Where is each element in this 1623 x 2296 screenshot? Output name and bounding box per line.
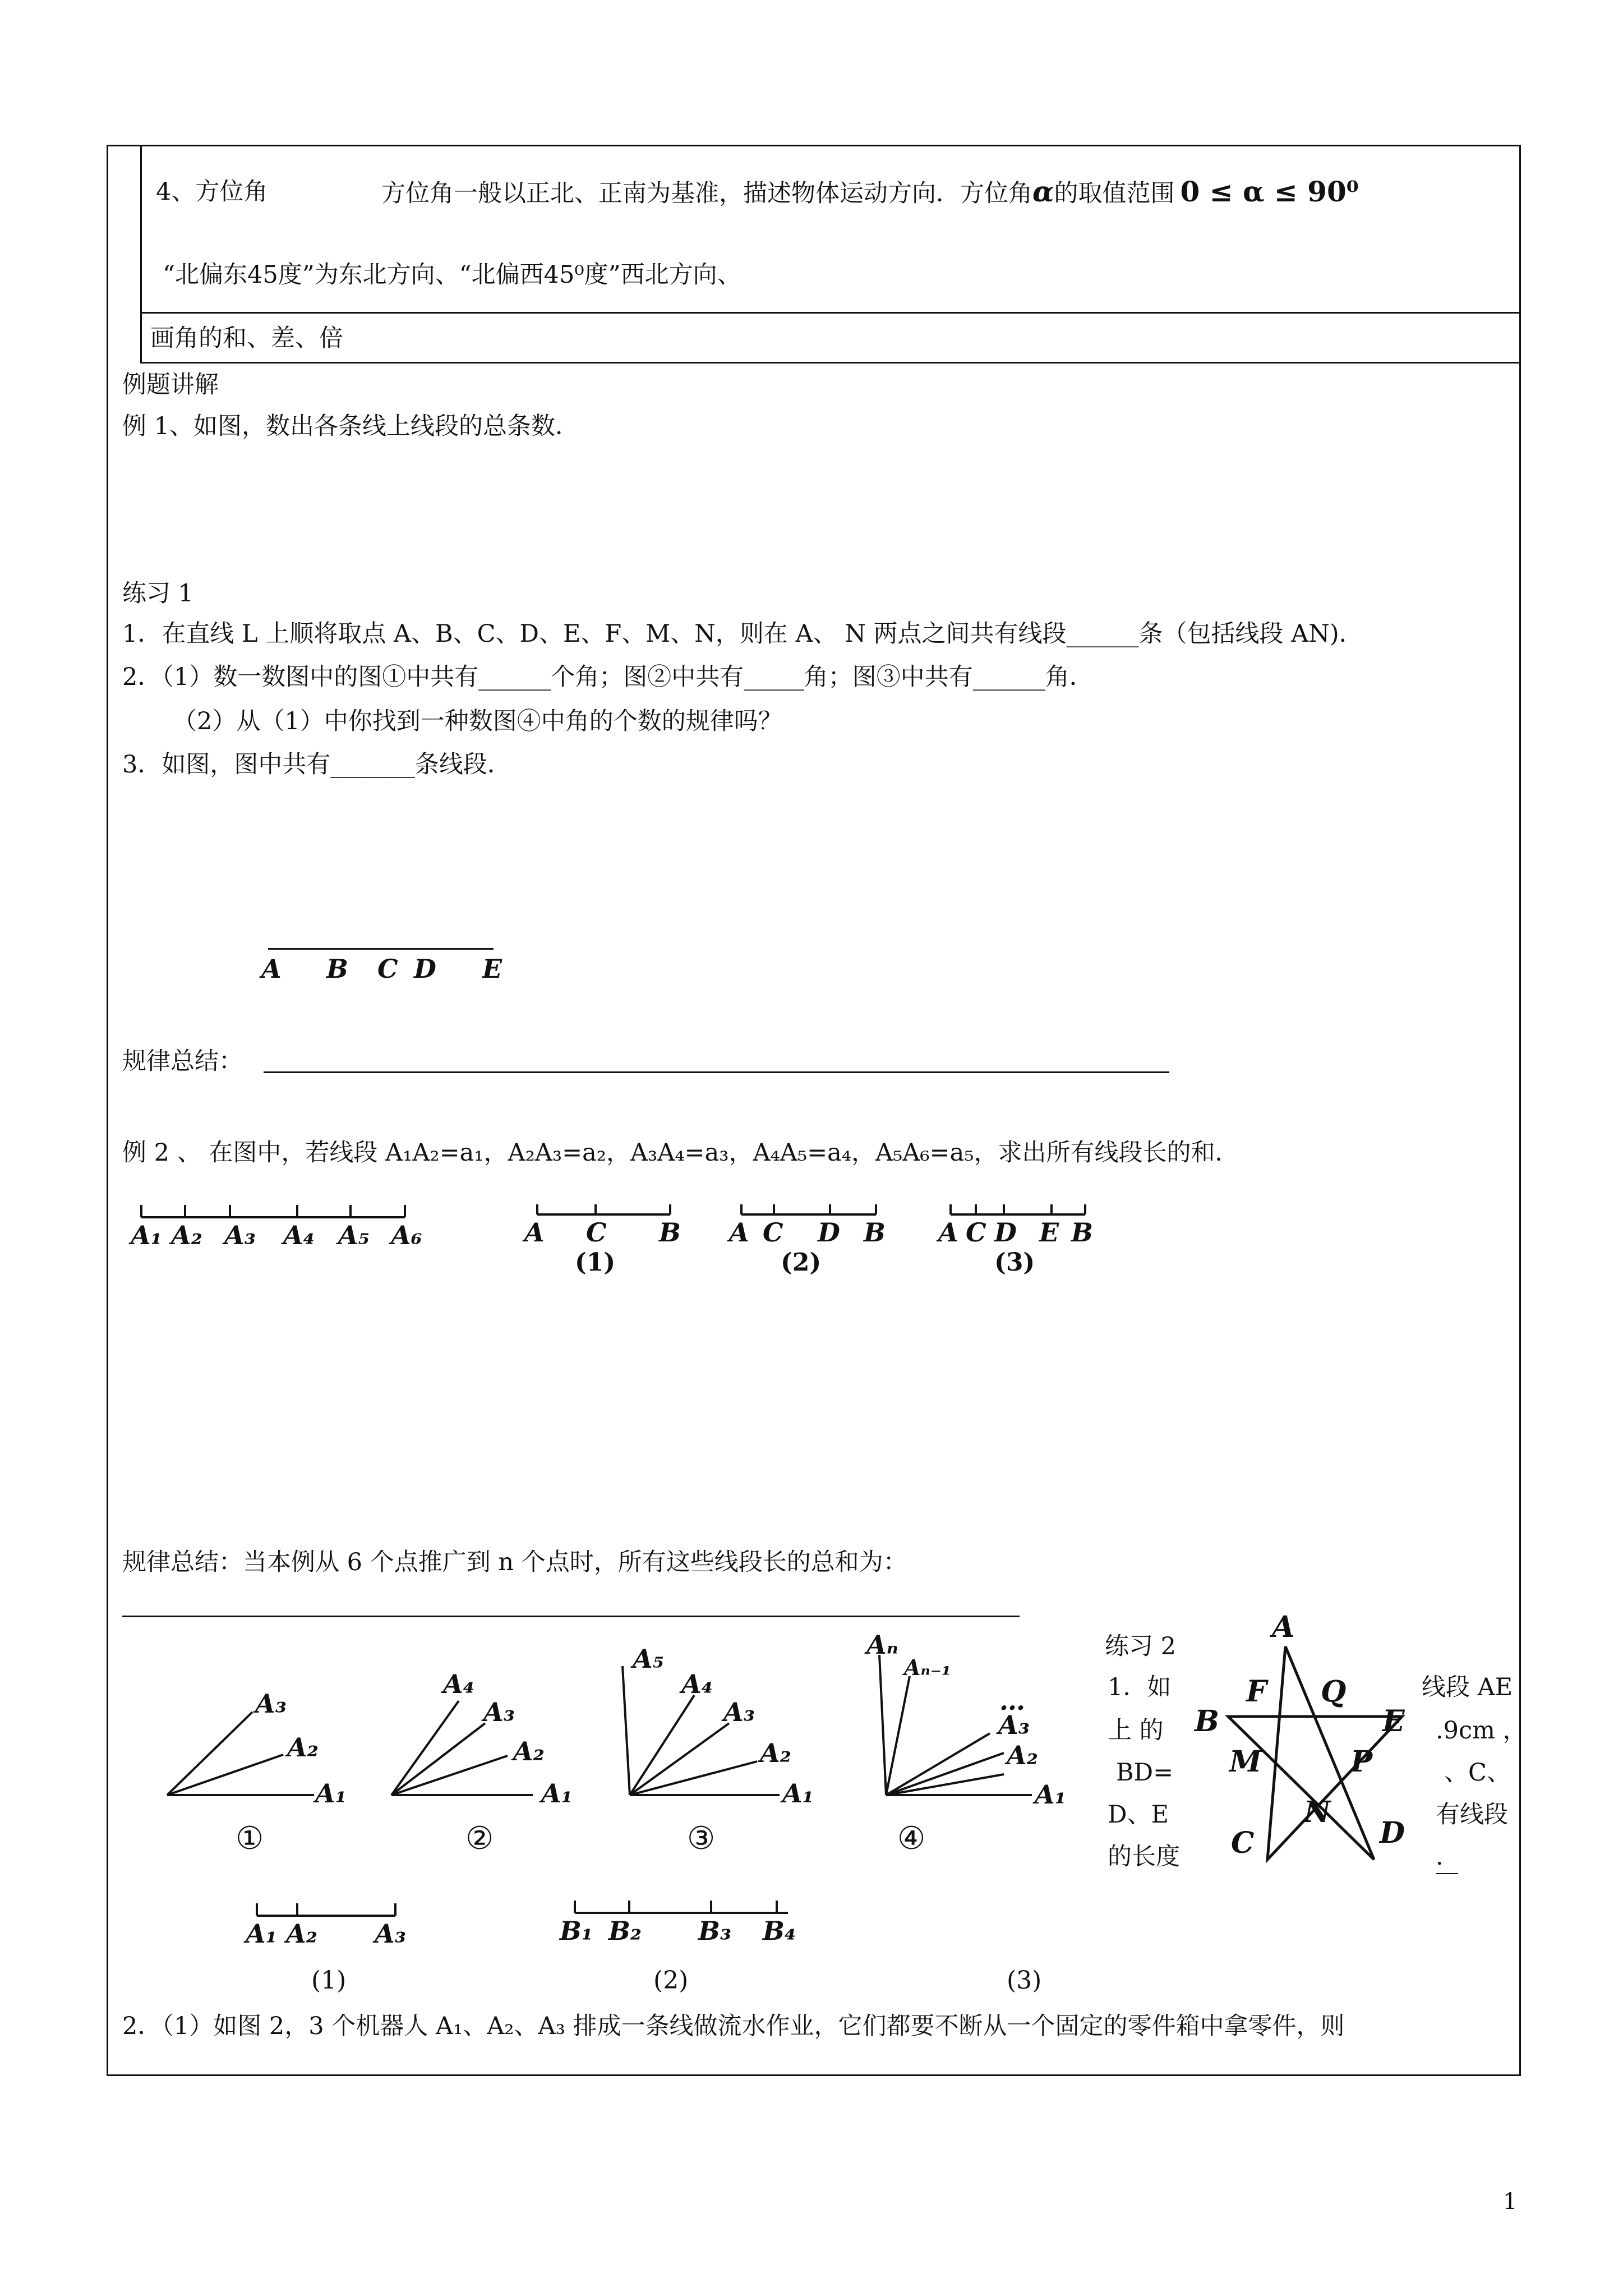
question-2: 2．（1）如图 2，3 个机器人 A₁、A₂、A₃ 排成一条线做流水作业，它们都要不断从一个固定的零件箱中拿零件，则 [122, 2012, 1345, 2040]
star-label-m: M [1229, 1745, 1262, 1779]
page-number: 1 [1503, 2189, 1518, 2215]
practice-2-line1-end: 线段 AE [1422, 1673, 1513, 1701]
ex2-label-a4: A₄ [283, 1220, 315, 1250]
star-label-b: B [1195, 1704, 1219, 1738]
practice-2-line3-start: BD= [1116, 1759, 1174, 1787]
point-label-c: C [377, 954, 398, 984]
star-label-p: P [1350, 1745, 1373, 1779]
practice-2-title: 练习 2 [1105, 1632, 1177, 1660]
fig-2-label-a4: A₄ [443, 1669, 474, 1699]
bottom-label-b4: B₄ [763, 1916, 796, 1946]
fig2-caption: (2) [781, 1248, 822, 1277]
fig-4-label-a1: A₁ [1035, 1779, 1066, 1810]
star-label-d: D [1380, 1816, 1405, 1850]
practice-2-line1-start: 1．如 [1108, 1673, 1172, 1701]
fig3-label-e: E [1039, 1217, 1059, 1248]
fig-1-label-a3: A₃ [255, 1688, 287, 1719]
fig2-label-d: D [818, 1217, 840, 1248]
practice-2-line5-end: . [1436, 1843, 1444, 1871]
fig3-label-d: D [994, 1217, 1017, 1248]
bottom-label-b2: B₂ [608, 1916, 642, 1946]
bottom-label-a2: A₂ [286, 1918, 317, 1949]
practice-2-line2-start: 上 的 [1108, 1717, 1164, 1745]
practice-1-title: 练习 1 [122, 579, 194, 608]
fig-2-label-a3: A₃ [483, 1697, 515, 1727]
bottom-caption-2: (2) [653, 1966, 689, 1995]
fig-4-label-a3: A₃ [998, 1710, 1030, 1740]
fig3-label-c: C [966, 1217, 986, 1248]
bottom-label-b1: B₁ [560, 1916, 593, 1946]
angle-caption-1: ① [236, 1820, 264, 1857]
ex2-label-a6: A₆ [391, 1220, 422, 1250]
fig1-label-c: C [586, 1217, 607, 1248]
header-desc: 方位角一般以正北、正南为基准，描述物体运动方向．方位角α的取值范围 0 ≤ α ≤ 90⁰ [381, 175, 1359, 208]
practice-1-q3: 3．如图，图中共有_______条线段． [122, 751, 511, 779]
header-topic: 4、方位角 [156, 178, 268, 206]
bottom-label-a1: A₁ [246, 1918, 277, 1949]
fig2-label-b: B [864, 1217, 886, 1248]
fig2-label-c: C [763, 1217, 783, 1248]
fig1-label-b: B [659, 1217, 681, 1248]
bottom-label-b3: B₃ [698, 1916, 732, 1946]
fig-2-label-a2: A₂ [513, 1736, 545, 1766]
ex2-label-a5: A₅ [338, 1220, 370, 1250]
fig-1-label-a1: A₁ [315, 1778, 347, 1809]
point-label-e: E [482, 954, 502, 984]
star-label-c: C [1231, 1826, 1255, 1860]
practice-2-line4-start: D、E [1108, 1801, 1169, 1829]
practice-1-q1: 1．在直线 L 上顺将取点 A、B、C、D、E、F、M、N，则在 A、 N 两点之间共有线段______条（包括线段 AN)． [122, 620, 1363, 648]
star-label-q: Q [1321, 1674, 1347, 1709]
fig-2-label-a1: A₁ [541, 1778, 573, 1809]
example-1: 例 1、如图，数出各条线上线段的总条数． [122, 412, 580, 440]
practice-2-line3-end: 、C、 [1444, 1759, 1511, 1787]
ex2-label-a1: A₁ [131, 1220, 162, 1250]
fig3-label-b: B [1071, 1217, 1093, 1248]
header-direction-note: “北偏东45度”为东北方向、“北偏西45⁰度”西北方向、 [163, 261, 741, 289]
fig-4-label-a2: A₂ [1007, 1740, 1038, 1770]
practice-1-q2b: （2）从（1）中你找到一种数图④中角的个数的规律吗？ [173, 707, 782, 735]
bottom-caption-3: (3) [1007, 1966, 1042, 1995]
fig-3-label-a4: A₄ [681, 1669, 713, 1699]
fig3-label-a: A [938, 1217, 958, 1248]
fig1-caption: (1) [575, 1248, 616, 1277]
angle-caption-2: ② [465, 1820, 494, 1857]
fig-4-label-an: Aₙ [866, 1630, 898, 1660]
fig3-caption: (3) [994, 1248, 1035, 1277]
fig-3-label-a3: A₃ [723, 1697, 755, 1727]
fig-3-label-a5: A₅ [633, 1644, 664, 1674]
example-2: 例 2 、 在图中，若线段 A₁A₂=a₁，A₂A₃=a₂，A₃A₄=a₃，A₄A₅=a₄，A₅A₆=a₅，求出所有线段长的和． [122, 1139, 1239, 1167]
bottom-caption-1: (1) [311, 1966, 347, 1995]
point-label-a: A [261, 954, 282, 984]
star-label-n: N [1304, 1795, 1331, 1829]
star-label-a: A [1272, 1610, 1295, 1644]
point-label-d: D [414, 954, 436, 984]
fig-4-label-an-1: Aₙ₋₁ [904, 1655, 951, 1680]
ex2-label-a2: A₂ [171, 1220, 202, 1250]
practice-2-line4-end: 有线段 [1436, 1801, 1508, 1829]
fig-4-label-ellipsis: … [999, 1686, 1025, 1716]
star-label-f: F [1246, 1674, 1267, 1709]
bottom-label-a3: A₃ [375, 1918, 406, 1949]
fig1-label-a: A [524, 1217, 545, 1248]
angle-caption-3: ③ [687, 1820, 716, 1857]
header-angle-ops: 画角的和、差、倍 [150, 324, 343, 352]
fig2-label-a: A [729, 1217, 749, 1248]
practice-2-line5-start: 的长度 [1108, 1843, 1180, 1871]
ex2-label-a3: A₃ [224, 1220, 256, 1250]
summary-1-label: 规律总结： [122, 1047, 243, 1075]
practice-1-q2a: 2．（1）数一数图中的图①中共有______个角；图②中共有_____角；图③中共有______角． [122, 663, 1094, 691]
section-title: 例题讲解 [122, 371, 219, 399]
fig-3-label-a2: A₂ [760, 1738, 791, 1768]
fig-1-label-a2: A₂ [287, 1732, 319, 1763]
practice-2-line2-end: .9cm ， [1436, 1717, 1527, 1745]
point-label-b: B [326, 954, 348, 984]
angle-caption-4: ④ [897, 1820, 926, 1857]
fig-3-label-a1: A₁ [782, 1778, 814, 1809]
star-label-e: E [1382, 1704, 1405, 1738]
summary-2: 规律总结：当本例从 6 个点推广到 n 个点时，所有这些线段长的总和为： [122, 1548, 907, 1576]
